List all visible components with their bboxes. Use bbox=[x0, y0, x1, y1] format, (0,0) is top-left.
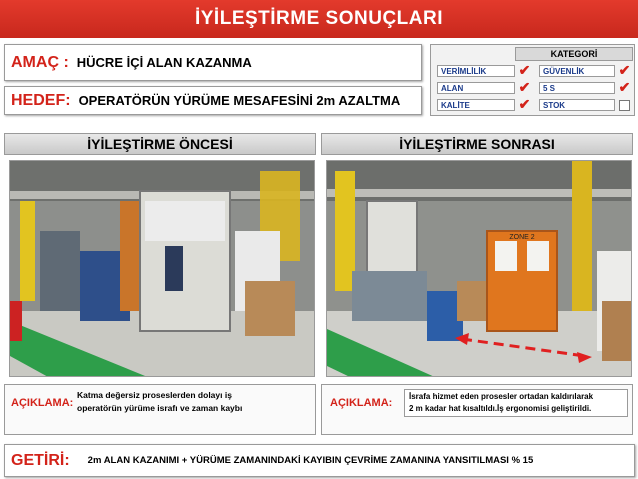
after-header: İYİLEŞTİRME SONRASI bbox=[321, 133, 633, 155]
page-title: İYİLEŞTİRME SONUÇLARI bbox=[0, 0, 638, 38]
goal-value: HÜCRE İÇİ ALAN KAZANMA bbox=[76, 55, 252, 70]
check-icon: ✔ bbox=[518, 96, 531, 112]
factory-before-image bbox=[10, 161, 315, 377]
target-row bbox=[4, 86, 422, 115]
check-icon: ✔ bbox=[618, 79, 631, 95]
check-icon: ✔ bbox=[518, 62, 531, 78]
before-description-panel bbox=[4, 384, 316, 435]
before-description-line2: operatörün yürüme israfı ve zaman kaybı bbox=[77, 403, 243, 413]
before-description-line1: Katma değersiz proseslerden dolayı iş bbox=[77, 390, 232, 400]
category-panel bbox=[430, 44, 635, 116]
category-item-guvenlik: GÜVENLİK bbox=[539, 65, 615, 77]
empty-checkbox bbox=[619, 100, 630, 111]
target-value: OPERATÖRÜN YÜRÜME MESAFESİNİ 2m AZALTMA bbox=[78, 93, 401, 108]
category-item-verimlilik: VERİMLİLİK bbox=[437, 65, 515, 77]
benefit-label: GETİRİ: bbox=[11, 451, 70, 469]
before-header: İYİLEŞTİRME ÖNCESİ bbox=[4, 133, 316, 155]
category-item-kalite: KALİTE bbox=[437, 99, 515, 111]
check-icon: ✔ bbox=[518, 79, 531, 95]
after-description-panel bbox=[321, 384, 633, 435]
factory-after-image bbox=[327, 161, 632, 377]
category-title: KATEGORİ bbox=[515, 47, 633, 61]
category-item-5s: 5 S bbox=[539, 82, 615, 94]
after-photo bbox=[326, 160, 632, 377]
target-label: HEDEF: bbox=[11, 91, 71, 109]
category-item-stok: STOK bbox=[539, 99, 615, 111]
benefit-value: 2m ALAN KAZANIMI + YÜRÜME ZAMANINDAKİ KAYIBIN ÇEVRİME ZAMANINA YANSITILMASI % 15 bbox=[87, 455, 534, 466]
zone-label: ZONE 2 bbox=[509, 234, 535, 241]
before-photo bbox=[9, 160, 315, 377]
goal-label: AMAÇ : bbox=[11, 53, 69, 71]
before-description-label: AÇIKLAMA: bbox=[11, 397, 74, 409]
check-icon: ✔ bbox=[618, 62, 631, 78]
after-description-line1: İsrafa hizmet eden prosesler ortadan kaldırılarak bbox=[409, 392, 594, 401]
after-description-label: AÇIKLAMA: bbox=[330, 397, 393, 409]
goal-row bbox=[4, 44, 422, 81]
category-item-alan: ALAN bbox=[437, 82, 515, 94]
benefit-row bbox=[4, 444, 635, 477]
after-description-line2: 2 m kadar hat kısaltıldı.İş ergonomisi geliştirildi. bbox=[409, 404, 592, 413]
